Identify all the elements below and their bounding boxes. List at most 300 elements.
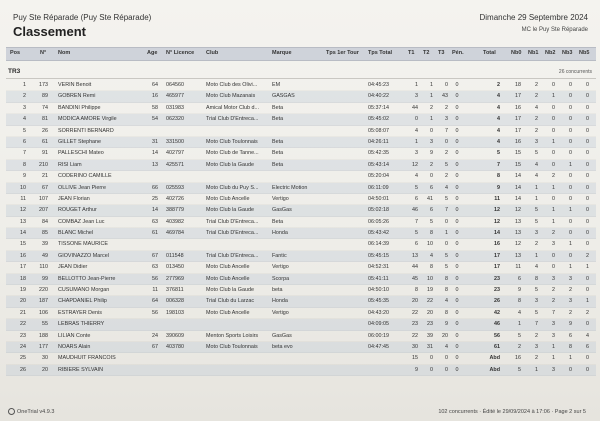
cell-num: 26 <box>42 127 48 134</box>
organizer-name: MC le Puy Ste Réparade <box>521 27 588 33</box>
cell-t1: 20 <box>412 298 418 305</box>
cell-tps: 04:50:01 <box>368 195 389 202</box>
cell-marque: GasGas <box>272 207 292 214</box>
table-row <box>6 365 596 376</box>
cell-total: 42 <box>494 309 500 316</box>
cell-num: 89 <box>42 93 48 100</box>
cell-t1: 46 <box>412 207 418 214</box>
cell-nb3: 0 <box>569 150 572 157</box>
cell-club: Moto Club Toulonnais <box>206 138 258 145</box>
cell-nb5: 0 <box>586 218 589 225</box>
table-row <box>6 296 596 307</box>
cell-t1: 3 <box>415 150 418 157</box>
cell-pen: 0 <box>455 230 459 237</box>
col-nb5: Nb5 <box>579 50 590 56</box>
cell-nb0: 16 <box>515 355 521 362</box>
cell-nb2: 0 <box>552 116 555 123</box>
cell-t2: 8 <box>430 230 433 237</box>
cell-nb2: 3 <box>552 332 555 339</box>
cell-nb5: 0 <box>586 355 589 362</box>
col-nb3: Nb3 <box>562 50 573 56</box>
cell-nb2: 2 <box>552 298 555 305</box>
cell-nom: VERIN Benoit <box>58 82 92 88</box>
cell-total: 4 <box>497 93 500 100</box>
cell-nb2: 0 <box>552 264 555 271</box>
cell-pen: 0 <box>455 241 459 248</box>
cell-nb5: 0 <box>586 173 589 180</box>
cell-t3: 0 <box>445 355 448 362</box>
cell-nb5: 0 <box>586 116 589 123</box>
cell-marque: Beta <box>272 150 284 157</box>
cell-nb3: 0 <box>569 104 572 111</box>
cell-age: 64 <box>152 298 158 305</box>
cell-nb1: 1 <box>535 195 538 202</box>
cell-marque: beta <box>272 287 283 294</box>
cell-lic: 198103 <box>166 309 184 316</box>
cell-total: 56 <box>494 332 500 339</box>
cell-club: Trial Club D'Entreca... <box>206 218 259 225</box>
cell-nb1: 4 <box>535 173 538 180</box>
cell-t2: 4 <box>430 252 433 259</box>
cell-t2: 6 <box>430 207 433 214</box>
cell-club: Moto Club Ancelle <box>206 195 250 202</box>
cell-t1: 4 <box>415 173 418 180</box>
cell-num: 84 <box>42 218 48 225</box>
cell-nb2: 3 <box>552 366 555 373</box>
cell-t2: 6 <box>430 184 433 191</box>
cell-pos: 25 <box>20 355 26 362</box>
cell-nb1: 2 <box>535 332 538 339</box>
cell-nb0: 15 <box>515 150 521 157</box>
table-row <box>6 80 596 91</box>
cell-nb5: 1 <box>586 264 589 271</box>
cell-tps: 05:08:07 <box>368 127 389 134</box>
cell-nb3: 0 <box>569 230 572 237</box>
cell-pos: 22 <box>20 321 26 328</box>
cell-nom: GILLET Stephane <box>58 138 102 145</box>
cell-lic: 390609 <box>166 332 184 339</box>
cell-nb5: 0 <box>586 230 589 237</box>
cell-marque: Honda <box>272 298 288 305</box>
cell-t1: 22 <box>412 332 418 339</box>
cell-pos: 4 <box>23 116 26 123</box>
table-row <box>6 217 596 228</box>
cell-nb0: 8 <box>518 298 521 305</box>
cell-t2: 1 <box>430 116 433 123</box>
table-row <box>6 171 596 182</box>
cell-pen: 0 <box>455 218 459 225</box>
cell-nb1: 5 <box>535 287 538 294</box>
cell-nb2: 3 <box>552 321 555 328</box>
cell-tps: 05:43:14 <box>368 161 389 168</box>
cell-nb5: 4 <box>586 332 589 339</box>
cell-t1: 5 <box>415 230 418 237</box>
cell-total: 23 <box>494 275 500 282</box>
cell-pen: 0 <box>455 343 459 350</box>
cell-pos: 18 <box>20 275 26 282</box>
cell-club: Moto Club la Gaude <box>206 161 254 168</box>
cell-t3: 2 <box>445 104 448 111</box>
table-row <box>6 331 596 342</box>
cell-nb2: 1 <box>552 355 555 362</box>
category-header <box>6 67 596 79</box>
cell-nb1: 3 <box>535 230 538 237</box>
cell-pos: 2 <box>23 93 26 100</box>
cell-total: 14 <box>494 230 500 237</box>
cell-nb2: 0 <box>552 127 555 134</box>
cell-pos: 1 <box>23 82 26 88</box>
cell-lic: 031983 <box>166 104 184 111</box>
cell-pen: 0 <box>455 275 459 282</box>
cell-t1: 4 <box>415 127 418 134</box>
cell-nb5: 2 <box>586 252 589 259</box>
cell-club: Moto Club Toulonnais <box>206 343 258 350</box>
cell-total: 7 <box>497 161 500 168</box>
cell-tps: 04:40:22 <box>368 93 389 100</box>
cell-nb3: 1 <box>569 264 572 271</box>
cell-lic: 403780 <box>166 343 184 350</box>
cell-nb1: 7 <box>535 321 538 328</box>
cell-t1: 45 <box>412 275 418 282</box>
cell-t2: 23 <box>427 321 433 328</box>
cell-age: 61 <box>152 230 158 237</box>
cell-nb3: 1 <box>569 161 572 168</box>
cell-num: 21 <box>42 173 48 180</box>
cell-tps: 05:45:02 <box>368 116 389 123</box>
cell-nb1: 3 <box>535 343 538 350</box>
col-nb1: Nb1 <box>528 50 539 56</box>
col-t3: T3 <box>438 50 445 56</box>
cell-t1: 23 <box>412 321 418 328</box>
table-row <box>6 114 596 125</box>
cell-nom: JEAN Didier <box>58 264 88 271</box>
cell-lic: 006328 <box>166 298 184 305</box>
cell-age: 56 <box>152 309 158 316</box>
cell-age: 14 <box>152 150 158 157</box>
cell-nom: RIBIERE SYLVAIN <box>58 366 104 373</box>
cell-nb3: 9 <box>569 321 572 328</box>
cell-nb5: 0 <box>586 275 589 282</box>
cell-lic: 064560 <box>166 82 184 88</box>
cell-t2: 20 <box>427 309 433 316</box>
cell-t1: 30 <box>412 343 418 350</box>
cell-t3: 9 <box>445 321 448 328</box>
cell-t3: 2 <box>445 150 448 157</box>
cell-t1: 1 <box>415 138 418 145</box>
cell-club: Trial Club D'Entreca... <box>206 230 259 237</box>
cell-club: Moto Club Mazanais <box>206 93 256 100</box>
cell-club: Trial Club D'Entreca... <box>206 252 259 259</box>
cell-nom: MAUDHUIT FRANCOIS <box>58 355 116 362</box>
cell-total: Abd <box>489 355 500 362</box>
cell-age: 13 <box>152 161 158 168</box>
cell-pos: 10 <box>20 184 26 191</box>
cell-nb5: 1 <box>586 298 589 305</box>
cell-num: 210 <box>39 161 48 168</box>
cell-nb0: 13 <box>515 218 521 225</box>
cell-t2: 5 <box>430 218 433 225</box>
table-row <box>6 137 596 148</box>
cell-nb1: 2 <box>535 82 538 88</box>
cell-lic: 402726 <box>166 195 184 202</box>
cell-club: Moto Club Ancelle <box>206 264 250 271</box>
cell-nb0: 15 <box>515 161 521 168</box>
cell-nb3: 1 <box>569 207 572 214</box>
col-licence: N° Licence <box>166 50 195 56</box>
cell-pen: 0 <box>455 321 459 328</box>
cell-nb5: 0 <box>586 207 589 214</box>
cell-t1: 44 <box>412 104 418 111</box>
cell-nb0: 18 <box>515 82 521 88</box>
cell-num: 30 <box>42 355 48 362</box>
cell-tps: 05:20:04 <box>368 173 389 180</box>
cell-nb3: 2 <box>569 309 572 316</box>
cell-t2: 2 <box>430 161 433 168</box>
cell-club: Moto Club Ancelle <box>206 309 250 316</box>
cell-t3: 20 <box>442 332 448 339</box>
cell-lic: 388779 <box>166 207 184 214</box>
cell-tps: 04:50:10 <box>368 287 389 294</box>
cell-nom: LEBRAS THIERRY <box>58 321 105 328</box>
cell-nb3: 3 <box>569 275 572 282</box>
cell-nb3: 8 <box>569 343 572 350</box>
cell-t2: 1 <box>430 82 433 88</box>
cell-nb3: 1 <box>569 241 572 248</box>
cell-club: Moto Club la Gaude <box>206 207 254 214</box>
cell-nom: ESTRAYER Denis <box>58 309 102 316</box>
cell-tps: 06:00:19 <box>368 332 389 339</box>
cell-tps: 04:09:05 <box>368 321 389 328</box>
cell-num: 177 <box>39 343 48 350</box>
cell-nb3: 0 <box>569 195 572 202</box>
cell-nb3: 1 <box>569 355 572 362</box>
cell-num: 188 <box>39 332 48 339</box>
cell-nb0: 14 <box>515 173 521 180</box>
cell-nb1: 4 <box>535 264 538 271</box>
cell-club: Amical Motor Club d... <box>206 104 260 111</box>
cell-nom: ROUGET Arthur <box>58 207 97 214</box>
cell-pen: 0 <box>455 287 459 294</box>
cell-nb5: 0 <box>586 321 589 328</box>
cell-pos: 9 <box>23 173 26 180</box>
cell-age: 16 <box>152 93 158 100</box>
cell-nom: PALLESCHI Mateo <box>58 150 104 157</box>
cell-t3: 0 <box>445 138 448 145</box>
cell-t3: 7 <box>445 207 448 214</box>
cell-t2: 0 <box>430 366 433 373</box>
cell-nom: BANDINI Philippe <box>58 104 101 111</box>
cell-nb2: 7 <box>552 309 555 316</box>
cell-club: Menton Sports Loisirs <box>206 332 259 339</box>
cell-nb0: 17 <box>515 93 521 100</box>
cell-nb0: 12 <box>515 207 521 214</box>
cell-nom: GIOVINAZZO Marcel <box>58 252 109 259</box>
col-marque: Marque <box>272 50 292 56</box>
cell-nb5: 0 <box>586 93 589 100</box>
cell-pos: 12 <box>20 207 26 214</box>
cell-pen: 0 <box>455 309 459 316</box>
cell-num: 55 <box>42 321 48 328</box>
page-info: 102 concurrents · Édité le 29/09/2024 à 17:06 · Page 2 sur 5 <box>438 409 586 415</box>
cell-age: 31 <box>152 138 158 145</box>
cell-lic: 277969 <box>166 275 184 282</box>
cell-nb5: 0 <box>586 138 589 145</box>
cell-pos: 26 <box>20 366 26 373</box>
table-row <box>6 148 596 159</box>
cell-tps: 05:43:42 <box>368 230 389 237</box>
table-row <box>6 205 596 216</box>
cell-num: 67 <box>42 184 48 191</box>
cell-lic: 062320 <box>166 116 184 123</box>
cell-total: 5 <box>497 150 500 157</box>
cell-marque: Beta <box>272 161 284 168</box>
cell-nb1: 4 <box>535 104 538 111</box>
cell-club: Moto Club du Puy S... <box>206 184 259 191</box>
col-pen: Pén. <box>452 50 464 56</box>
cell-pos: 13 <box>20 218 26 225</box>
cell-nb0: 9 <box>518 287 521 294</box>
cell-total: 8 <box>497 173 500 180</box>
cell-marque: Beta <box>272 138 284 145</box>
cell-lic: 025593 <box>166 184 184 191</box>
event-date: Dimanche 29 Septembre 2024 <box>479 13 588 22</box>
cell-nb0: 13 <box>515 230 521 237</box>
cell-t2: 10 <box>427 275 433 282</box>
cell-nom: BELLOTTO Jean-Pierre <box>58 275 116 282</box>
cell-t2: 1 <box>430 93 433 100</box>
cell-num: 49 <box>42 252 48 259</box>
cell-pos: 23 <box>20 332 26 339</box>
cell-nb5: 0 <box>586 82 589 88</box>
cell-nb2: 0 <box>552 161 555 168</box>
cell-nb3: 0 <box>569 218 572 225</box>
cell-t3: 8 <box>445 275 448 282</box>
cell-pos: 19 <box>20 287 26 294</box>
cell-marque: Fantic <box>272 252 287 259</box>
cell-marque: Honda <box>272 230 288 237</box>
cell-nb1: 1 <box>535 252 538 259</box>
cell-num: 207 <box>39 207 48 214</box>
cell-tps: 05:37:14 <box>368 104 389 111</box>
table-row <box>6 285 596 296</box>
cell-nb5: 0 <box>586 195 589 202</box>
cell-tps: 06:05:26 <box>368 218 389 225</box>
table-row <box>6 308 596 319</box>
cell-pos: 16 <box>20 252 26 259</box>
cell-nb2: 1 <box>552 93 555 100</box>
cell-pen: 0 <box>455 366 459 373</box>
cell-lic: 425571 <box>166 161 184 168</box>
cell-num: 85 <box>42 230 48 237</box>
cell-nb0: 5 <box>518 366 521 373</box>
cell-nb3: 0 <box>569 252 572 259</box>
cell-tps: 04:26:11 <box>368 138 389 145</box>
cell-nom: JEAN Florian <box>58 195 90 202</box>
cell-pen: 0 <box>455 161 459 168</box>
table-row <box>6 274 596 285</box>
cell-age: 64 <box>152 82 158 88</box>
cell-age: 63 <box>152 218 158 225</box>
col-nb2: Nb2 <box>545 50 556 56</box>
cell-tps: 05:41:11 <box>368 275 389 282</box>
cell-pen: 0 <box>455 173 459 180</box>
cell-age: 58 <box>152 104 158 111</box>
col-t1: T1 <box>408 50 415 56</box>
cell-pos: 15 <box>20 241 26 248</box>
cell-pen: 0 <box>455 93 459 100</box>
table-row <box>6 228 596 239</box>
cell-t3: 5 <box>445 264 448 271</box>
category-name: TR3 <box>8 68 21 75</box>
cell-total: 26 <box>494 298 500 305</box>
cell-pen: 0 <box>455 116 459 123</box>
cell-t3: 5 <box>445 252 448 259</box>
cell-tps: 04:47:45 <box>368 343 389 350</box>
cell-nb0: 6 <box>518 275 521 282</box>
cell-t1: 44 <box>412 264 418 271</box>
cell-t2: 0 <box>430 173 433 180</box>
cell-marque: Beta <box>272 218 284 225</box>
cell-num: 61 <box>42 138 48 145</box>
cell-marque: beta evo <box>272 343 293 350</box>
cell-total: 12 <box>494 218 500 225</box>
cell-total: 61 <box>494 343 500 350</box>
cell-nb3: 0 <box>569 366 572 373</box>
cell-nb3: 2 <box>569 287 572 294</box>
cell-nb1: 3 <box>535 298 538 305</box>
cell-marque: EM <box>272 82 281 88</box>
cell-pos: 7 <box>23 150 26 157</box>
cell-t3: 0 <box>445 241 448 248</box>
cell-pen: 0 <box>455 298 459 305</box>
cell-nom: MODICA AMORE Virgile <box>58 116 117 123</box>
table-row <box>6 183 596 194</box>
cell-nb1: 2 <box>535 127 538 134</box>
cell-t3: 3 <box>445 116 448 123</box>
cell-nb5: 0 <box>586 184 589 191</box>
cell-nb0: 14 <box>515 195 521 202</box>
cell-marque: Vertigo <box>272 309 289 316</box>
cell-lic: 011548 <box>166 252 184 259</box>
cell-nom: CHAPDANIEL Philip <box>58 298 107 305</box>
cell-nb2: 0 <box>552 150 555 157</box>
cell-nom: BLANC Michel <box>58 230 94 237</box>
cell-pen: 0 <box>455 207 459 214</box>
cell-nb2: 1 <box>552 138 555 145</box>
cell-t2: 31 <box>427 343 433 350</box>
cell-marque: GasGas <box>272 332 292 339</box>
cell-pen: 0 <box>455 138 459 145</box>
cell-t3: 7 <box>445 127 448 134</box>
cell-nom: GOBREN Remi <box>58 93 96 100</box>
cell-nom: NOARS Alain <box>58 343 91 350</box>
cell-nb2: 3 <box>552 275 555 282</box>
cell-pos: 3 <box>23 104 26 111</box>
col-num: N° <box>40 50 47 56</box>
cell-marque: GASGAS <box>272 93 295 100</box>
cell-lic: 403982 <box>166 218 184 225</box>
cell-nb1: 5 <box>535 207 538 214</box>
cell-t1: 15 <box>412 355 418 362</box>
table-row <box>6 342 596 353</box>
col-tps1: Tps 1er Tour <box>326 50 359 56</box>
cell-club: Moto Club la Gaude <box>206 287 254 294</box>
cell-nb2: 0 <box>552 252 555 259</box>
cell-age: 67 <box>152 252 158 259</box>
cell-t2: 22 <box>427 298 433 305</box>
cell-t3: 0 <box>445 218 448 225</box>
cell-nb0: 13 <box>515 252 521 259</box>
